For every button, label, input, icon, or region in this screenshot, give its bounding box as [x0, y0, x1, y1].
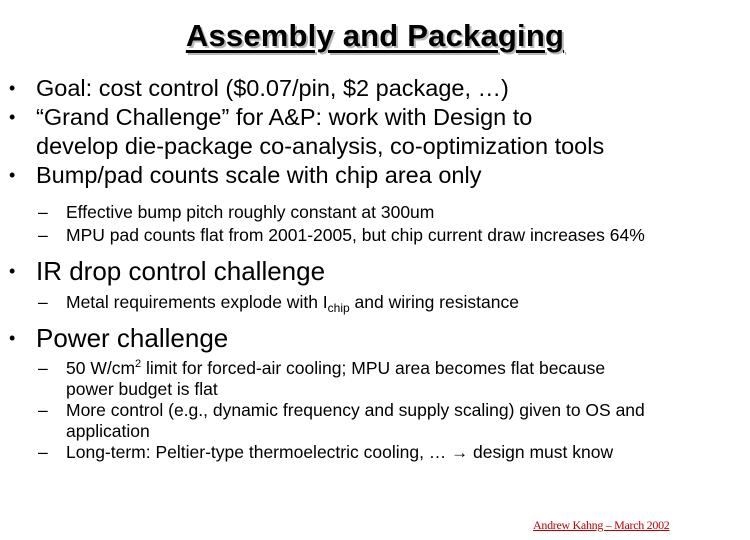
subbullet-metal-subscript: chip: [327, 301, 350, 315]
bullet-bump-pad-text: Bump/pad counts scale with chip area only: [36, 162, 482, 188]
subbullet-long-term-pre: Long-term: Peltier-type thermoelectric cooling, …: [66, 442, 452, 462]
subbullet-mpu-pad: [0, 225, 750, 246]
dash-marker: –: [38, 202, 48, 222]
subbullet-forced-air-cont: power budget is flat: [66, 379, 218, 399]
subbullet-metal-text-pre: Metal requirements explode with I: [66, 292, 328, 312]
subbullet-bump-pitch: [0, 202, 750, 223]
bullet-ir-drop-text: IR drop control challenge: [36, 256, 326, 286]
bullet-power-text: Power challenge: [36, 323, 229, 353]
bullet-power: [0, 323, 750, 353]
bullet-goal-text: Goal: cost control ($0.07/pin, $2 package, …): [36, 75, 509, 101]
bullet-grand-challenge: [0, 103, 750, 161]
subbullet-metal: [0, 292, 750, 313]
slide-title: Assembly and Packaging: [185, 18, 565, 53]
dash-marker: –: [38, 358, 48, 378]
subbullet-mpu-pad-text: MPU pad counts flat from 2001-2005, but chip current draw increases 64%: [66, 225, 645, 245]
subbullet-more-control-text: More control (e.g., dynamic frequency and supply scaling) given to OS and: [66, 400, 645, 420]
subbullet-long-term-post: design must know: [468, 442, 614, 462]
subbullet-more-control-cont: application: [66, 421, 150, 441]
bullet-marker: •: [9, 78, 16, 98]
bullet-goal: [0, 74, 750, 103]
subbullet-more-control: [0, 400, 750, 442]
dash-marker: –: [38, 400, 48, 420]
bullet-marker: •: [9, 261, 16, 281]
subbullet-forced-air: [0, 358, 750, 400]
bullet-marker: •: [9, 165, 16, 185]
subbullet-forced-air-pre: 50 W/cm: [66, 358, 136, 378]
right-arrow-icon: →: [451, 443, 469, 462]
bullet-marker: •: [9, 328, 16, 348]
subbullet-forced-air-superscript: 2: [135, 358, 142, 370]
bullet-marker: •: [9, 107, 16, 127]
bullet-grand-challenge-line-1: “Grand Challenge” for A&P: work with Design to: [36, 104, 533, 130]
bullet-grand-challenge-line-2: develop die-package co-analysis, co-optimization tools: [36, 133, 605, 159]
subbullet-forced-air-post: limit for forced-air cooling; MPU area becomes flat because: [141, 358, 606, 378]
footer-author-date: Andrew Kahng – March 2002: [533, 518, 670, 532]
bullet-bump-pad: [0, 161, 750, 190]
dash-marker: –: [38, 292, 48, 312]
slide-content: [0, 74, 750, 463]
subbullet-long-term: [0, 442, 750, 463]
dash-marker: –: [38, 442, 48, 462]
subbullet-bump-pitch-text: Effective bump pitch roughly constant at 300um: [66, 202, 435, 222]
subbullet-metal-text-post: and wiring resistance: [349, 292, 519, 312]
bullet-ir-drop: [0, 256, 750, 286]
dash-marker: –: [38, 225, 48, 245]
